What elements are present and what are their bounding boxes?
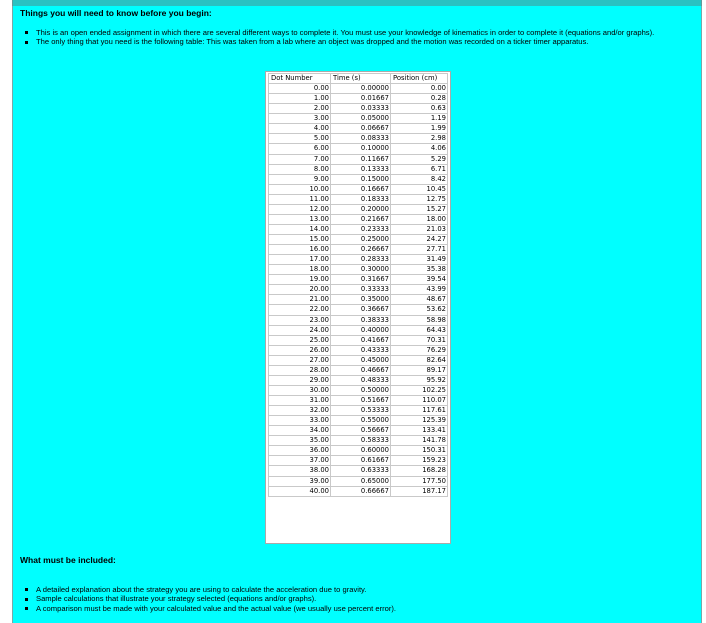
time-cell: 0.50000 (331, 385, 391, 395)
time-cell: 0.33333 (331, 285, 391, 295)
table-header-row (269, 74, 448, 84)
time-cell: 0.38333 (331, 315, 391, 325)
table-row (269, 456, 448, 466)
position-cell: 133.41 (391, 426, 448, 436)
dot-number-cell: 10.00 (269, 184, 331, 194)
position-cell: 1.19 (391, 114, 448, 124)
dot-number-cell: 7.00 (269, 154, 331, 164)
time-cell: 0.63333 (331, 466, 391, 476)
position-cell: 24.27 (391, 235, 448, 245)
position-cell: 177.50 (391, 476, 448, 486)
dot-number-cell: 18.00 (269, 265, 331, 275)
dot-number-cell: 19.00 (269, 275, 331, 285)
column-header-position: Position (cm) (391, 74, 448, 84)
position-cell: 48.67 (391, 295, 448, 305)
dot-number-cell: 15.00 (269, 235, 331, 245)
dot-number-cell: 16.00 (269, 245, 331, 255)
time-cell: 0.21667 (331, 214, 391, 224)
dot-number-cell: 25.00 (269, 335, 331, 345)
dot-number-cell: 17.00 (269, 255, 331, 265)
table-row (269, 154, 448, 164)
table-row (269, 385, 448, 395)
dot-number-cell: 26.00 (269, 345, 331, 355)
position-cell: 4.06 (391, 144, 448, 154)
time-cell: 0.25000 (331, 235, 391, 245)
table-row (269, 345, 448, 355)
dot-number-cell: 23.00 (269, 315, 331, 325)
dot-number-cell: 34.00 (269, 426, 331, 436)
table-row (269, 466, 448, 476)
table-row (269, 365, 448, 375)
table-row (269, 245, 448, 255)
dot-number-cell: 14.00 (269, 224, 331, 234)
position-cell: 12.75 (391, 194, 448, 204)
time-cell: 0.66667 (331, 486, 391, 496)
time-cell: 0.11667 (331, 154, 391, 164)
table-row (269, 194, 448, 204)
table-row (269, 164, 448, 174)
list-item: A comparison must be made with your calculated value and the actual value (we usually use percent error). (22, 604, 694, 613)
position-cell: 0.28 (391, 94, 448, 104)
table-row (269, 486, 448, 496)
dot-number-cell: 33.00 (269, 416, 331, 426)
dot-number-cell: 30.00 (269, 385, 331, 395)
table-row (269, 285, 448, 295)
dot-number-cell: 22.00 (269, 305, 331, 315)
time-cell: 0.28333 (331, 255, 391, 265)
dot-number-cell: 4.00 (269, 124, 331, 134)
dot-number-cell: 35.00 (269, 436, 331, 446)
position-cell: 168.28 (391, 466, 448, 476)
position-cell: 0.00 (391, 84, 448, 94)
table-row (269, 94, 448, 104)
time-cell: 0.65000 (331, 476, 391, 486)
position-cell: 15.27 (391, 204, 448, 214)
dot-number-cell: 9.00 (269, 174, 331, 184)
position-cell: 31.49 (391, 255, 448, 265)
list-item: The only thing that you need is the following table: This was taken from a lab where an object was dropped and the motion was recorded on a ticker timer apparatus. (22, 37, 694, 46)
section-heading-what-must-be-included: What must be included: (20, 555, 116, 565)
table-row (269, 104, 448, 114)
table-row (269, 305, 448, 315)
dot-number-cell: 11.00 (269, 194, 331, 204)
table-row (269, 315, 448, 325)
time-cell: 0.01667 (331, 94, 391, 104)
time-cell: 0.46667 (331, 365, 391, 375)
table-row (269, 446, 448, 456)
time-cell: 0.15000 (331, 174, 391, 184)
position-cell: 8.42 (391, 174, 448, 184)
position-cell: 76.29 (391, 345, 448, 355)
dot-number-cell: 2.00 (269, 104, 331, 114)
time-cell: 0.10000 (331, 144, 391, 154)
column-header-time: Time (s) (331, 74, 391, 84)
time-cell: 0.40000 (331, 325, 391, 335)
list-item: This is an open ended assignment in which there are several different ways to complete it. You must use your knowledge of kinematics in order to complete it (equations and/or graphs). (22, 28, 694, 37)
data-table-container (265, 71, 451, 544)
dot-number-cell: 13.00 (269, 214, 331, 224)
section-heading-before-you-begin: Things you will need to know before you begin: (20, 8, 212, 18)
table-row (269, 174, 448, 184)
table-row (269, 355, 448, 365)
dot-number-cell: 29.00 (269, 375, 331, 385)
position-cell: 1.99 (391, 124, 448, 134)
dot-number-cell: 3.00 (269, 114, 331, 124)
table-row (269, 235, 448, 245)
table-row (269, 214, 448, 224)
top-border (12, 0, 702, 6)
time-cell: 0.43333 (331, 345, 391, 355)
time-cell: 0.18333 (331, 194, 391, 204)
position-cell: 2.98 (391, 134, 448, 144)
position-cell: 27.71 (391, 245, 448, 255)
dot-number-cell: 5.00 (269, 134, 331, 144)
table-row (269, 325, 448, 335)
position-cell: 159.23 (391, 456, 448, 466)
time-cell: 0.30000 (331, 265, 391, 275)
dot-number-cell: 6.00 (269, 144, 331, 154)
time-cell: 0.08333 (331, 134, 391, 144)
position-cell: 102.25 (391, 385, 448, 395)
time-cell: 0.03333 (331, 104, 391, 114)
time-cell: 0.26667 (331, 245, 391, 255)
dot-number-cell: 24.00 (269, 325, 331, 335)
position-cell: 0.63 (391, 104, 448, 114)
position-cell: 58.98 (391, 315, 448, 325)
time-cell: 0.16667 (331, 184, 391, 194)
table-row (269, 204, 448, 214)
dot-number-cell: 37.00 (269, 456, 331, 466)
time-cell: 0.45000 (331, 355, 391, 365)
dot-number-cell: 8.00 (269, 164, 331, 174)
dot-number-cell: 0.00 (269, 84, 331, 94)
position-cell: 82.64 (391, 355, 448, 365)
time-cell: 0.55000 (331, 416, 391, 426)
time-cell: 0.20000 (331, 204, 391, 214)
list-item: A detailed explanation about the strategy you are using to calculate the acceleration due to gravity. (22, 585, 694, 594)
table-row (269, 84, 448, 94)
time-cell: 0.06667 (331, 124, 391, 134)
position-cell: 5.29 (391, 154, 448, 164)
time-cell: 0.56667 (331, 426, 391, 436)
position-cell: 141.78 (391, 436, 448, 446)
column-header-dot-number: Dot Number (269, 74, 331, 84)
dot-number-cell: 1.00 (269, 94, 331, 104)
position-cell: 187.17 (391, 486, 448, 496)
position-cell: 10.45 (391, 184, 448, 194)
requirements-list (22, 585, 694, 613)
dot-number-cell: 31.00 (269, 396, 331, 406)
dot-number-cell: 32.00 (269, 406, 331, 416)
time-cell: 0.31667 (331, 275, 391, 285)
position-cell: 64.43 (391, 325, 448, 335)
time-cell: 0.36667 (331, 305, 391, 315)
time-cell: 0.58333 (331, 436, 391, 446)
dot-number-cell: 39.00 (269, 476, 331, 486)
dot-number-cell: 27.00 (269, 355, 331, 365)
position-cell: 70.31 (391, 335, 448, 345)
dot-number-cell: 36.00 (269, 446, 331, 456)
position-cell: 125.39 (391, 416, 448, 426)
position-cell: 89.17 (391, 365, 448, 375)
table-row (269, 275, 448, 285)
table-row (269, 375, 448, 385)
position-cell: 95.92 (391, 375, 448, 385)
table-row (269, 426, 448, 436)
time-cell: 0.60000 (331, 446, 391, 456)
position-cell: 18.00 (391, 214, 448, 224)
position-cell: 39.54 (391, 275, 448, 285)
table-row (269, 124, 448, 134)
table-row (269, 416, 448, 426)
time-cell: 0.51667 (331, 396, 391, 406)
dot-number-cell: 40.00 (269, 486, 331, 496)
dot-number-cell: 28.00 (269, 365, 331, 375)
table-row (269, 184, 448, 194)
dot-number-cell: 38.00 (269, 466, 331, 476)
dot-number-cell: 21.00 (269, 295, 331, 305)
table-row (269, 476, 448, 486)
position-cell: 117.61 (391, 406, 448, 416)
time-cell: 0.61667 (331, 456, 391, 466)
table-row (269, 255, 448, 265)
table-row (269, 265, 448, 275)
position-cell: 53.62 (391, 305, 448, 315)
table-row (269, 396, 448, 406)
table-row (269, 224, 448, 234)
dot-number-cell: 12.00 (269, 204, 331, 214)
position-cell: 21.03 (391, 224, 448, 234)
time-cell: 0.35000 (331, 295, 391, 305)
position-cell: 43.99 (391, 285, 448, 295)
time-cell: 0.23333 (331, 224, 391, 234)
position-cell: 35.38 (391, 265, 448, 275)
list-item: Sample calculations that illustrate your strategy selected (equations and/or graphs). (22, 594, 694, 603)
ticker-timer-table (268, 73, 448, 497)
time-cell: 0.53333 (331, 406, 391, 416)
dot-number-cell: 20.00 (269, 285, 331, 295)
table-row (269, 295, 448, 305)
table-row (269, 406, 448, 416)
time-cell: 0.13333 (331, 164, 391, 174)
table-row (269, 335, 448, 345)
table-row (269, 436, 448, 446)
time-cell: 0.00000 (331, 84, 391, 94)
position-cell: 6.71 (391, 164, 448, 174)
position-cell: 110.07 (391, 396, 448, 406)
time-cell: 0.05000 (331, 114, 391, 124)
table-row (269, 134, 448, 144)
table-row (269, 144, 448, 154)
time-cell: 0.48333 (331, 375, 391, 385)
table-row (269, 114, 448, 124)
position-cell: 150.31 (391, 446, 448, 456)
before-you-begin-list (22, 28, 694, 47)
time-cell: 0.41667 (331, 335, 391, 345)
